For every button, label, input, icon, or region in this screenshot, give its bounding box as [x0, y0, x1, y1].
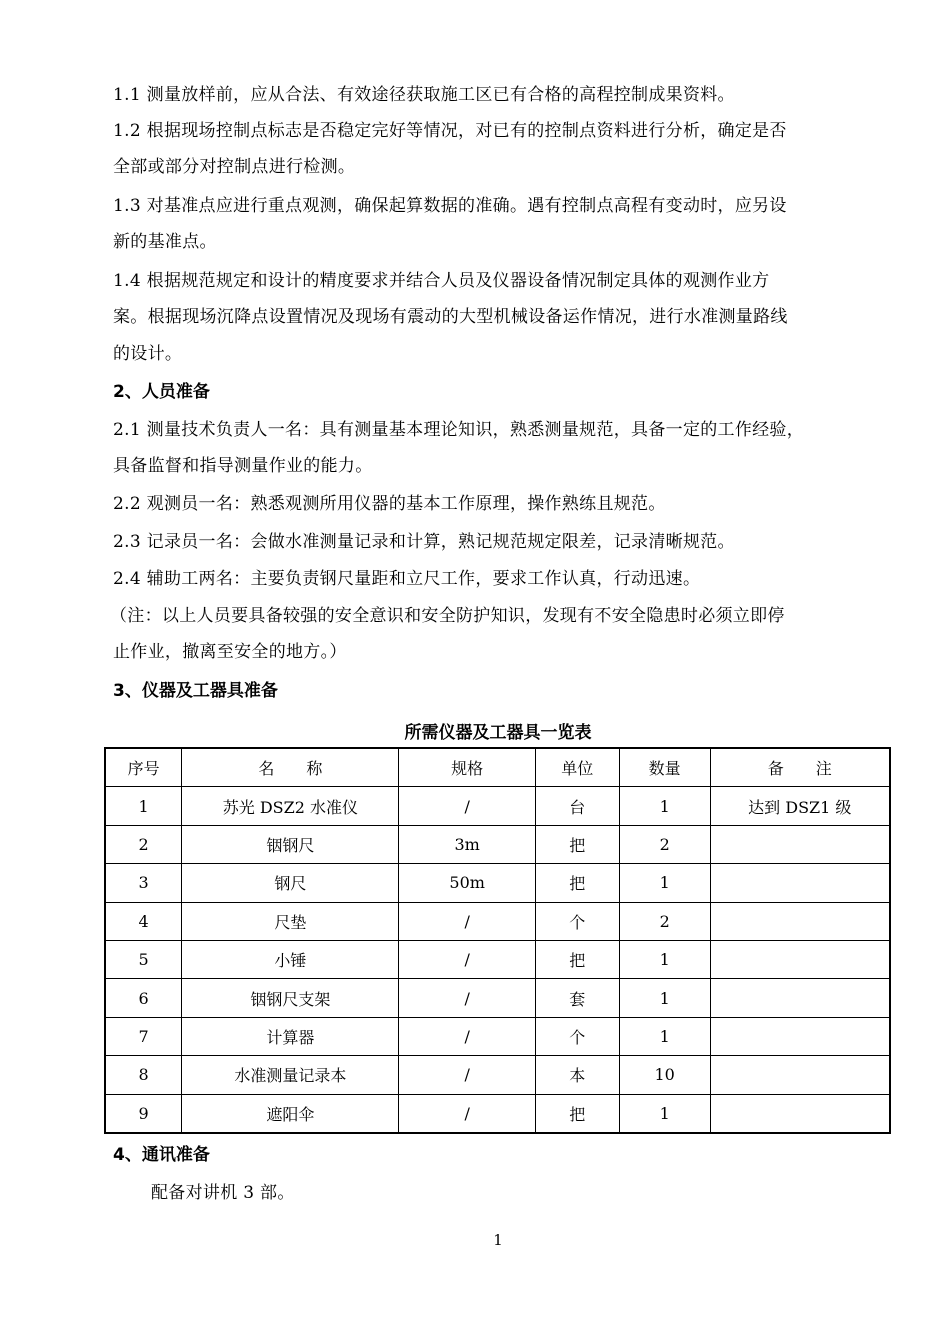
paragraph-line: 2.2 观测员一名：熟悉观测所用仪器的基本工作原理，操作熟练且规范。 — [113, 494, 666, 514]
column-header: 规格 — [399, 748, 535, 787]
paragraph-line: 新的基准点。 — [113, 232, 217, 252]
table-cell: 把 — [535, 1094, 619, 1133]
table-cell: 遮阳伞 — [182, 1094, 399, 1133]
paragraph-line: 全部或部分对控制点进行检测。 — [113, 157, 356, 177]
table-cell — [710, 902, 890, 940]
table-cell — [710, 1017, 890, 1055]
table-cell: 达到 DSZ1 级 — [710, 787, 890, 825]
table-cell: 小锤 — [182, 940, 399, 978]
table-cell: 套 — [535, 979, 619, 1017]
table-cell: 6 — [105, 979, 182, 1017]
table-cell: 水准测量记录本 — [182, 1056, 399, 1094]
table-cell: / — [399, 940, 535, 978]
table-row — [105, 1094, 890, 1133]
table-row — [105, 864, 890, 902]
table-cell — [710, 1094, 890, 1133]
table-cell: 本 — [535, 1056, 619, 1094]
paragraph-line: 2.4 辅助工两名：主要负责钢尺量距和立尺工作，要求工作认真，行动迅速。 — [113, 569, 701, 589]
table-cell: 1 — [619, 1017, 710, 1055]
paragraph-line: 案。根据现场沉降点设置情况及现场有震动的大型机械设备运作情况，进行水准测量路线 — [113, 307, 788, 327]
table-cell: 铟钢尺 — [182, 825, 399, 863]
table-cell: 1 — [619, 864, 710, 902]
paragraph-line: 2.3 记录员一名：会做水准测量记录和计算，熟记规范规定限差，记录清晰规范。 — [113, 532, 735, 552]
page-number: 1 — [493, 1231, 503, 1249]
table-cell — [710, 979, 890, 1017]
table-row — [105, 787, 890, 825]
table-cell: 7 — [105, 1017, 182, 1055]
paragraph-line: 1.3 对基准点应进行重点观测，确保起算数据的准确。遇有控制点高程有变动时，应另设 — [113, 196, 787, 216]
table-row — [105, 940, 890, 978]
table-row — [105, 902, 890, 940]
table-cell: 2 — [619, 902, 710, 940]
paragraph-line: 配备对讲机 3 部。 — [151, 1183, 295, 1203]
table-cell: 苏光 DSZ2 水准仪 — [182, 787, 399, 825]
table-cell: 尺垫 — [182, 902, 399, 940]
table-row — [105, 1017, 890, 1055]
table-cell: 台 — [535, 787, 619, 825]
table-cell — [710, 825, 890, 863]
table-cell: 5 — [105, 940, 182, 978]
table-cell: / — [399, 1056, 535, 1094]
table-cell — [710, 1056, 890, 1094]
paragraph-line: 1.4 根据规范规定和设计的精度要求并结合人员及仪器设备情况制定具体的观测作业方 — [113, 271, 770, 291]
table-cell: 1 — [619, 787, 710, 825]
section-heading: 3、仪器及工器具准备 — [113, 681, 278, 701]
table-row — [105, 825, 890, 863]
table-title: 所需仪器及工器具一览表 — [404, 723, 592, 743]
table-cell: 8 — [105, 1056, 182, 1094]
table-cell: / — [399, 787, 535, 825]
table-cell: 1 — [619, 1094, 710, 1133]
table-cell: 钢尺 — [182, 864, 399, 902]
column-header: 单位 — [535, 748, 619, 787]
table-cell: 把 — [535, 940, 619, 978]
table-cell: 1 — [619, 979, 710, 1017]
table-cell: 个 — [535, 902, 619, 940]
paragraph-line: 2.1 测量技术负责人一名：具有测量基本理论知识，熟悉测量规范，具备一定的工作经验， — [113, 420, 805, 440]
paragraph-line: （注：以上人员要具备较强的安全意识和安全防护知识，发现有不安全隐患时必须立即停 — [110, 606, 785, 626]
table-cell — [710, 940, 890, 978]
table-row — [105, 1056, 890, 1094]
table-cell: 铟钢尺支架 — [182, 979, 399, 1017]
paragraph-line: 具备监督和指导测量作业的能力。 — [113, 456, 373, 476]
table-cell: / — [399, 1094, 535, 1133]
table-cell: 把 — [535, 825, 619, 863]
equipment-table — [104, 747, 891, 1134]
section-heading: 2、人员准备 — [113, 382, 210, 402]
table-row — [105, 979, 890, 1017]
table-cell: 1 — [619, 940, 710, 978]
column-header: 名 称 — [182, 748, 399, 787]
table-cell: 50m — [399, 864, 535, 902]
table-cell: / — [399, 979, 535, 1017]
table-cell: 9 — [105, 1094, 182, 1133]
table-header-row — [105, 748, 890, 787]
section-heading: 4、通讯准备 — [113, 1145, 210, 1165]
table-cell: 个 — [535, 1017, 619, 1055]
table-cell: / — [399, 1017, 535, 1055]
column-header: 数量 — [619, 748, 710, 787]
table-cell — [710, 864, 890, 902]
table-cell: 3m — [399, 825, 535, 863]
table-cell: 4 — [105, 902, 182, 940]
table-cell: 计算器 — [182, 1017, 399, 1055]
paragraph-line: 1.1 测量放样前，应从合法、有效途径获取施工区已有合格的高程控制成果资料。 — [113, 85, 735, 105]
table-cell: 10 — [619, 1056, 710, 1094]
table-cell: 2 — [619, 825, 710, 863]
table-cell: 2 — [105, 825, 182, 863]
table-cell: 3 — [105, 864, 182, 902]
table-cell: 1 — [105, 787, 182, 825]
paragraph-line: 的设计。 — [113, 344, 183, 364]
table-cell: 把 — [535, 864, 619, 902]
column-header: 序号 — [105, 748, 182, 787]
paragraph-line: 止作业，撤离至安全的地方。） — [113, 642, 347, 662]
table-cell: / — [399, 902, 535, 940]
paragraph-line: 1.2 根据现场控制点标志是否稳定完好等情况，对已有的控制点资料进行分析，确定是否 — [113, 121, 787, 141]
column-header: 备 注 — [710, 748, 890, 787]
